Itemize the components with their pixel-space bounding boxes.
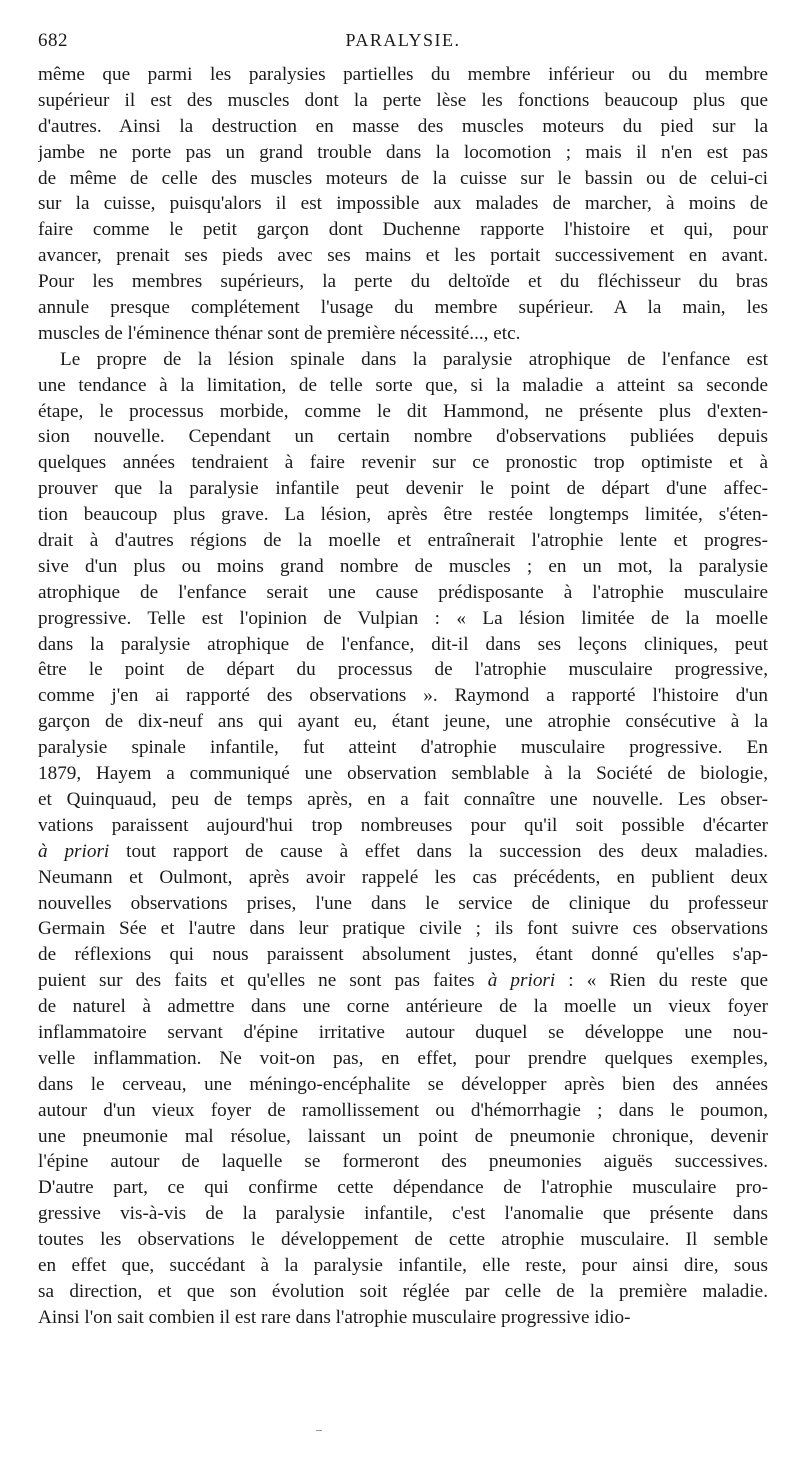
- text-line: Le propre de la lésion spinale dans la paralysie atrophique de l'enfance est: [60, 348, 768, 370]
- text-line: étape, le processus morbide, comme le dit Hammond, ne présente plus d'exten-: [38, 400, 768, 422]
- text-line: et Quinquaud, peu de temps après, en a fait connaître une nouvelle. Les obser-: [38, 788, 768, 810]
- text-line: de réflexions qui nous paraissent absolument justes, étant donné qu'elles s'ap-: [38, 944, 768, 966]
- text-line: atrophique de l'enfance serait une cause prédisposante à l'atrophie musculaire: [38, 581, 768, 603]
- text-line: Neumann et Oulmont, après avoir rappelé les cas précédents, en publient deux: [38, 866, 768, 888]
- text-line: sion nouvelle. Cependant un certain nombre d'observations publiées depuis: [38, 426, 768, 448]
- text-line: garçon de dix-neuf ans qui ayant eu, étant jeune, une atrophie consécutive à la: [38, 711, 768, 733]
- printer-mark: [316, 1430, 322, 1431]
- text-line: de naturel à admettre dans une corne antérieure de la moelle un vieux foyer: [38, 996, 768, 1018]
- text-line: toutes les observations le développement de cette atrophie musculaire. Il semble: [38, 1229, 768, 1251]
- italic-phrase: à priori: [38, 840, 110, 862]
- text-line: faire comme le petit garçon dont Duchenne rapporte l'histoire et qui, pour: [38, 219, 768, 241]
- text-line: D'autre part, ce qui confirme cette dépendance de l'atrophie musculaire pro-: [38, 1177, 768, 1199]
- text-line: Ainsi l'on sait combien il est rare dans l'atrophie musculaire progressive idio-: [38, 1306, 631, 1328]
- text-line: annule presque complétement l'usage du membre supérieur. A la main, les: [38, 297, 768, 319]
- text-line: une tendance à la limitation, de telle sorte que, si la maladie a atteint sa seconde: [38, 374, 768, 396]
- text-line: velle inflammation. Ne voit-on pas, en effet, pour prendre quelques exemples,: [38, 1047, 768, 1069]
- running-title: PARALYSIE.: [345, 30, 461, 50]
- text-line: de même de celle des muscles moteurs de la cuisse sur le bassin ou de celui-ci: [38, 167, 768, 189]
- text-line: en effet que, succédant à la paralysie infantile, elle reste, pour ainsi dire, sous: [38, 1254, 768, 1276]
- text-line: vations paraissent aujourd'hui trop nombreuses pour qu'il soit possible d'écarter: [38, 814, 768, 836]
- text-line: dans le cerveau, une méningo-encéphalite se développer après bien des années: [38, 1073, 768, 1095]
- page-header: [38, 30, 768, 58]
- text-line: drait à d'autres régions de la moelle et entraînerait l'atrophie lente et progres-: [38, 530, 768, 552]
- page-number: 682: [38, 30, 68, 51]
- text-line: paralysie spinale infantile, fut atteint d'atrophie musculaire progressive. En: [38, 737, 768, 759]
- text-line: 1879, Hayem a communiqué une observation semblable à la Société de biologie,: [38, 763, 768, 785]
- text-line: prouver que la paralysie infantile peut devenir le point de départ d'une affec-: [38, 478, 768, 500]
- text-line: autour d'un vieux foyer de ramollissement ou d'hémorrhagie ; dans le poumon,: [38, 1099, 768, 1121]
- text-line: sa direction, et que son évolution soit réglée par celle de la première maladie.: [38, 1280, 768, 1302]
- text-line: être le point de départ du processus de l'atrophie musculaire progressive,: [38, 659, 768, 681]
- text-line: avancer, prenait ses pieds avec ses mains et les portait successivement en avant.: [38, 245, 768, 267]
- text-line: d'autres. Ainsi la destruction en masse des muscles moteurs du pied sur la: [38, 115, 768, 137]
- body-text: [38, 62, 768, 1331]
- text-line: une pneumonie mal résolue, laissant un point de pneumonie chronique, devenir: [38, 1125, 768, 1147]
- text-line: gressive vis-à-vis de la paralysie infantile, c'est l'anomalie que présente dans: [38, 1203, 768, 1225]
- text-line: sive d'un plus ou moins grand nombre de muscles ; en un mot, la paralysie: [38, 555, 768, 577]
- text-line: jambe ne porte pas un grand trouble dans la locomotion ; mais il n'en est pas: [38, 141, 768, 163]
- text-line: inflammatoire servant d'épine irritative autour duquel se développe une nou-: [38, 1021, 768, 1043]
- text-line: comme j'en ai rapporté des observations ». Raymond a rapporté l'histoire d'un: [38, 685, 768, 707]
- text-line: tion beaucoup plus grave. La lésion, après être restée longtemps limitée, s'éten-: [38, 504, 768, 526]
- text-line: dans la paralysie atrophique de l'enfance, dit-il dans ses leçons cliniques, peut: [38, 633, 768, 655]
- italic-phrase: à priori: [487, 970, 556, 992]
- text-line: l'épine autour de laquelle se formeront des pneumonies aiguës successives.: [38, 1151, 768, 1173]
- text-line: progressive. Telle est l'opinion de Vulpian : « La lésion limitée de la moelle: [38, 607, 768, 629]
- text-line: nouvelles observations prises, l'une dans le service de clinique du professeur: [38, 892, 768, 914]
- text-line: muscles de l'éminence thénar sont de première nécessité..., etc.: [38, 322, 521, 344]
- text-line: supérieur il est des muscles dont la perte lèse les fonctions beaucoup plus que: [38, 89, 768, 111]
- text-line: Pour les membres supérieurs, la perte du deltoïde et du fléchisseur du bras: [38, 271, 768, 293]
- text-line: à priori tout rapport de cause à effet dans la succession des deux maladies.: [38, 840, 768, 862]
- text-line: même que parmi les paralysies partielles du membre inférieur ou du membre: [38, 64, 768, 85]
- text-line: sur la cuisse, puisqu'alors il est impossible aux malades de marcher, à moins de: [38, 193, 768, 215]
- text-line: Germain Sée et l'autre dans leur pratique civile ; ils font suivre ces observations: [38, 918, 768, 940]
- text-line: puient sur des faits et qu'elles ne sont pas faites à priori : « Rien du reste que: [38, 970, 768, 992]
- text-line: quelques années tendraient à faire revenir sur ce pronostic trop optimiste et à: [38, 452, 768, 474]
